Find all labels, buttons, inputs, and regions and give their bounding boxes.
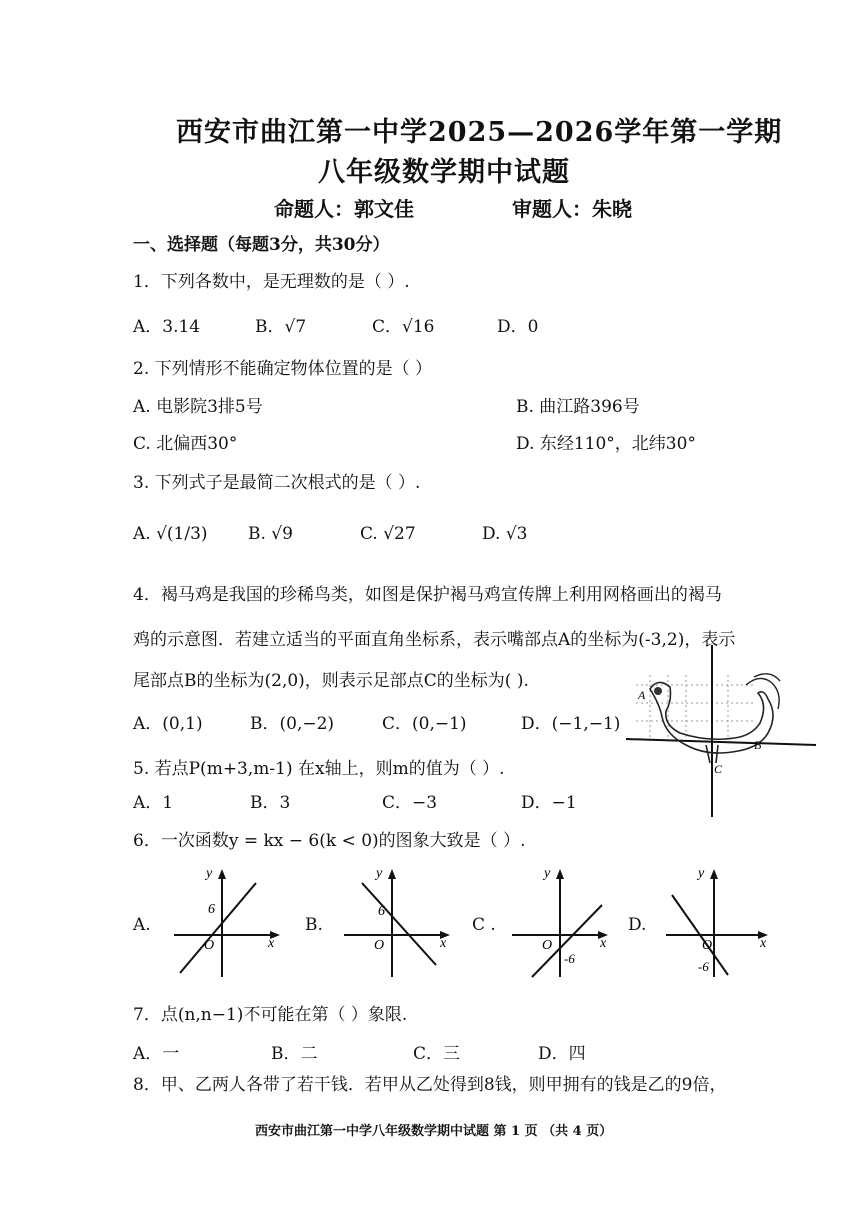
- graph-d-y-label: y: [698, 866, 705, 881]
- bird-figure: [626, 645, 816, 820]
- graph-d: [662, 865, 782, 980]
- question-7-stem: 7．点(n,n−1)不可能在第（ ）象限.: [133, 1005, 408, 1025]
- q4-option-a: A．(0,1): [133, 714, 203, 734]
- q6-option-a: A.: [133, 915, 151, 935]
- graph-d-intercept: -6: [698, 959, 709, 974]
- q5-option-a: A．1: [133, 793, 174, 813]
- graph-b-intercept: 6: [378, 904, 385, 919]
- question-4-stem-line1: 4．褐马鸡是我国的珍稀鸟类，如图是保护褐马鸡宣传牌上利用网格画出的褐马: [133, 585, 722, 605]
- graph-b-y-label: y: [376, 866, 383, 881]
- section-heading: 一、选择题（每题3分，共30分）: [133, 235, 390, 255]
- q4-option-c: C．(0,−1): [382, 714, 467, 734]
- question-3-stem: 3. 下列式子是最简二次根式的是（ ）.: [133, 473, 421, 493]
- q1-option-d: D．0: [497, 317, 539, 337]
- graph-c-x-label: x: [600, 936, 607, 951]
- q5-option-b: B．3: [250, 793, 291, 813]
- q6-option-b: B.: [305, 915, 323, 935]
- page-subtitle: 八年级数学期中试题: [318, 157, 570, 188]
- q7-option-b: B．二: [271, 1044, 318, 1064]
- q2-option-d: D. 东经110°，北纬30°: [516, 434, 696, 454]
- q1-option-a: A．3.14: [133, 317, 201, 337]
- point-a-label: A: [638, 688, 646, 702]
- question-8-stem: 8．甲、乙两人各带了若干钱．若甲从乙处得到8钱，则甲拥有的钱是乙的9倍，: [133, 1075, 727, 1095]
- q6-option-c: C .: [472, 915, 496, 935]
- point-b-label: B: [754, 738, 762, 752]
- q5-option-d: D．−1: [521, 793, 577, 813]
- reviewer-label: 审题人：朱晓: [512, 197, 632, 221]
- question-4-stem-line3: 尾部点B的坐标为(2,0)，则表示足部点C的坐标为( ).: [133, 671, 529, 691]
- graph-a-origin: O: [204, 938, 215, 953]
- q2-option-c: C. 北偏西30°: [133, 434, 238, 454]
- graph-b-origin: O: [374, 938, 385, 953]
- question-1-stem: 1．下列各数中，是无理数的是（ ）.: [133, 272, 410, 292]
- question-2-stem: 2. 下列情形不能确定物体位置的是（ ）: [133, 359, 433, 379]
- q3-option-c: C. √27: [360, 524, 416, 544]
- q7-option-d: D．四: [538, 1044, 586, 1064]
- graph-a: [170, 865, 290, 980]
- graph-c: [508, 865, 628, 980]
- graph-c-origin: O: [542, 938, 553, 953]
- question-5-stem: 5. 若点P(m+3,m-1) 在x轴上，则m的值为（ ）.: [133, 759, 505, 779]
- graph-b-x-label: x: [440, 936, 447, 951]
- question-6-stem: 6．一次函数y = kx − 6(k < 0)的图象大致是（ ）.: [133, 831, 526, 851]
- graph-b: [340, 865, 460, 980]
- q3-option-b: B. √9: [248, 524, 293, 544]
- page-footer: 西安市曲江第一中学八年级数学期中试题 第 1 页 （共 4 页）: [255, 1124, 613, 1139]
- q5-option-c: C．−3: [382, 793, 438, 813]
- point-c-label: C: [714, 762, 723, 776]
- q7-option-c: C．三: [413, 1044, 461, 1064]
- graph-a-x-label: x: [268, 936, 275, 951]
- q2-option-b: B. 曲江路396号: [516, 397, 640, 417]
- graph-c-intercept: -6: [564, 951, 575, 966]
- graph-a-y-label: y: [206, 866, 213, 881]
- graph-c-y-label: y: [544, 866, 551, 881]
- graph-a-intercept: 6: [208, 902, 215, 917]
- q3-option-d: D. √3: [482, 524, 528, 544]
- page-title: 西安市曲江第一中学2025—2026学年第一学期: [176, 117, 783, 148]
- q7-option-a: A．一: [133, 1044, 180, 1064]
- q3-option-a: A. √(1/3): [133, 524, 208, 544]
- q2-option-a: A. 电影院3排5号: [133, 397, 263, 417]
- q1-option-b: B．√7: [255, 317, 307, 337]
- graph-d-origin: O: [702, 938, 713, 953]
- q1-option-c: C．√16: [372, 317, 435, 337]
- question-4-stem-line2: 鸡的示意图．若建立适当的平面直角坐标系，表示嘴部点A的坐标为(-3,2)，表示: [133, 630, 736, 650]
- q4-option-d: D．(−1,−1): [521, 714, 621, 734]
- q4-option-b: B．(0,−2): [250, 714, 335, 734]
- author-label: 命题人：郭文佳: [274, 197, 414, 221]
- graph-d-x-label: x: [760, 936, 767, 951]
- q6-option-d: D.: [628, 915, 647, 935]
